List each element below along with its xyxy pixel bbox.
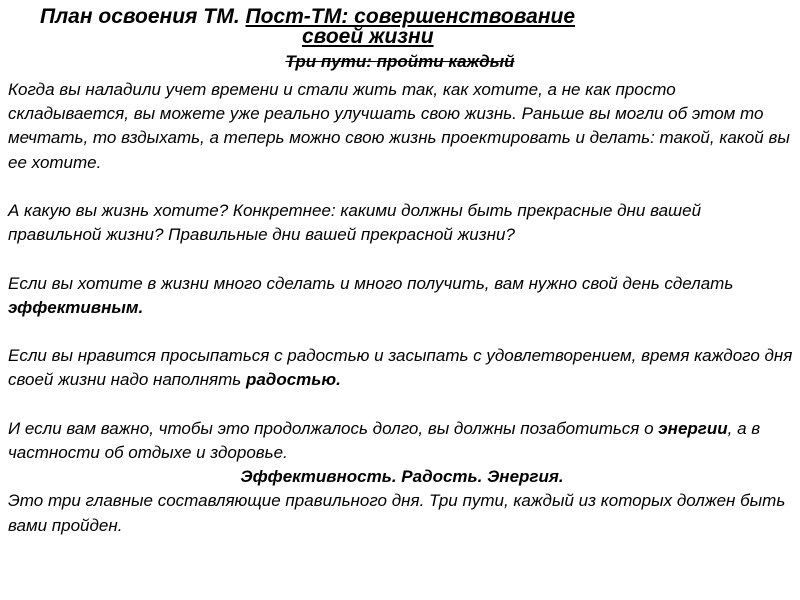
title-underlined: Пост-ТМ: совершенствование <box>245 5 576 28</box>
paragraph-energy: И если вам важно, чтобы это продолжалось долго, вы должны позаботиться о энергии, а в частности об отдыхе и здоровье. <box>8 418 761 462</box>
keyword-energy: энергии <box>658 418 728 438</box>
summary-line: Эффективность. Радость. Энергия. <box>240 467 564 487</box>
keyword-joy: радостью. <box>245 370 341 390</box>
paragraph-question: А какую вы жизнь хотите? Конкретнее: какими должны быть прекрасные дни вашей правильной жизни? Правильные дни вашей прекрасной жизни? <box>8 201 702 245</box>
title-prefix: План освоения ТМ. <box>40 5 246 28</box>
title-underlined-line2: своей жизни <box>302 25 434 48</box>
body-text <box>8 78 796 538</box>
page-title <box>40 4 760 50</box>
keyword-efficiency: эффективным. <box>8 297 144 317</box>
paragraph-efficiency: Если вы хотите в жизни много сделать и много получить, вам нужно свой день сделать эффективным. <box>8 273 734 317</box>
paragraph-closing: Это три главные составляющие правильного дня. Три пути, каждый из которых должен быть вами пройден. <box>8 491 786 535</box>
paragraph-intro: Когда вы наладили учет времени и стали жить так, как хотите, а не как просто складывается, вы можете уже реально улучшать свою жизнь. Раньше вы могли об этом то мечтать, то вздыхать, а теперь можно свою жизнь проектировать и делать: такой, какой вы ее хотите. <box>8 80 790 172</box>
paragraph-joy: Если вы нравится просыпаться с радостью и засыпать с удовлетворением, время каждого дня своей жизни надо наполнять радостью. <box>8 346 793 390</box>
slide-subtitle: Три пути: пройти каждый <box>285 52 515 71</box>
